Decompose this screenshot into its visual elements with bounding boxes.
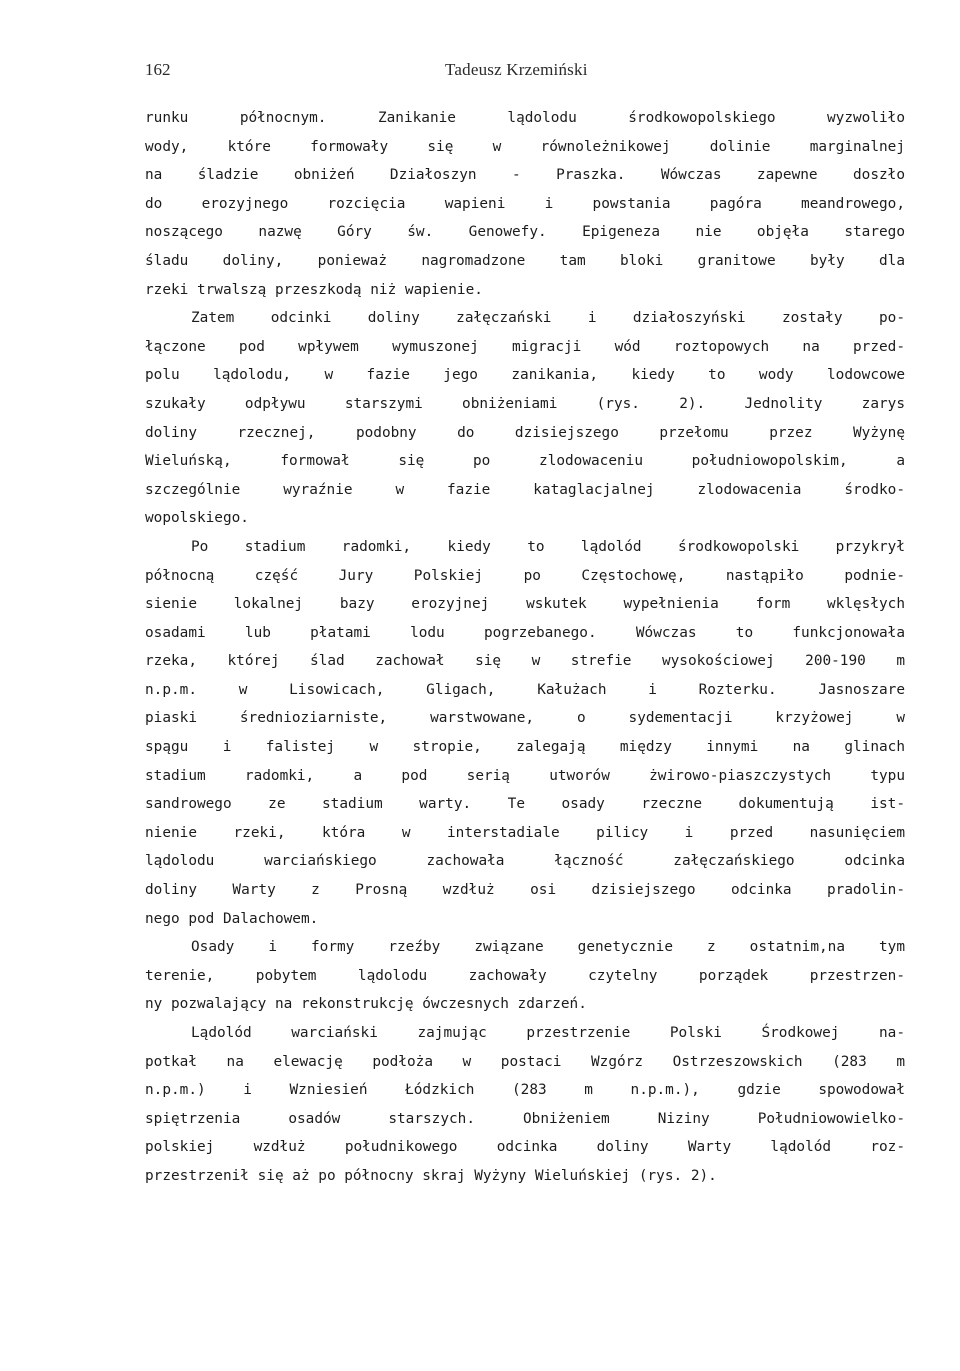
text-line: stadium radomki, a pod serią utworów żwirowo-piaszczystych typu (145, 767, 905, 784)
text-line: Wieluńską, formował się po zlodowaceniu południowopolskim, a (145, 453, 905, 470)
text-line: ny pozwalający na rekonstrukcję ówczesnych zdarzeń. (145, 996, 587, 1013)
text-line: doliny rzecznej, podobny do dzisiejszego przełomu przez Wyżynę (145, 424, 905, 441)
page-number: 162 (145, 60, 171, 79)
text-line: nienie rzeki, która w interstadiale pilicy i przed nasunięciem (145, 824, 905, 841)
text-line: rzeka, której ślad zachował się w strefie wysokościowej 200-190 m (145, 653, 905, 670)
text-line: wopolskiego. (145, 510, 249, 527)
text-line: n.p.m. w Lisowicach, Gligach, Kałużach i Rozterku. Jasnoszare (145, 681, 905, 698)
text-line: piaski średnioziarniste, warstwowane, o sydementacji krzyżowej w (145, 710, 905, 727)
running-head-author: Tadeusz Krzemiński (445, 60, 588, 79)
text-line: rzeki trwalszą przeszkodą niż wapienie. (145, 281, 483, 298)
text-line: Osady i formy rzeźby związane genetycznie z ostatnim,na tym (191, 939, 905, 956)
text-line: sienie lokalnej bazy erozyjnej wskutek wypełnienia form wklęsłych (145, 596, 905, 613)
page-header (145, 58, 905, 82)
text-line: osadami lub płatami lodu pogrzebanego. Wówczas to funkcjonowała (145, 624, 905, 641)
text-line: doliny Warty z Prosną wzdłuż osi dzisiejszego odcinka pradolin- (145, 882, 905, 899)
text-line: łączone pod wpływem wymuszonej migracji wód roztopowych na przed- (145, 338, 905, 355)
text-line: spągu i falistej w stropie, zalegają między innymi na glinach (145, 739, 905, 756)
text-line: nego pod Dalachowem. (145, 910, 319, 927)
text-line: runku północnym. Zanikanie lądolodu środkowopolskiego wyzwoliło (145, 110, 905, 126)
text-line: północną część Jury Polskiej po Częstochowę, nastąpiło podnie- (145, 567, 905, 584)
text-line: terenie, pobytem lądolodu zachowały czytelny porządek przestrzen- (145, 967, 905, 984)
text-line: n.p.m.) i Wzniesień Łódzkich (283 m n.p.m.), gdzie spowodował (145, 1082, 905, 1099)
text-line: przestrzenił się aż po północny skraj Wyżyny Wieluńskiej (rys. 2). (145, 1167, 717, 1184)
text-line: polskiej wzdłuż południkowego odcinka doliny Warty lądolód roz- (145, 1139, 905, 1156)
text-line: wody, które formowały się w równoleżnikowej dolinie marginalnej (145, 138, 905, 155)
text-line: sandrowego ze stadium warty. Te osady rzeczne dokumentują ist- (145, 796, 905, 813)
text-line: do erozyjnego rozcięcia wapieni i powstania pagóra meandrowego, (145, 195, 905, 212)
text-line: lądolodu warciańskiego zachowała łączność załęczańskiego odcinka (145, 853, 905, 870)
text-line: polu lądolodu, w fazie jego zanikania, kiedy to wody lodowcowe (145, 367, 905, 384)
text-line: noszącego nazwę Góry św. Genowefy. Epigeneza nie objęła starego (145, 224, 905, 241)
text-line: Lądolód warciański zajmując przestrzenie Polski Środkowej na- (191, 1025, 905, 1041)
text-line: Zatem odcinki doliny załęczański i działoszyński zostały po- (191, 310, 905, 327)
text-line: szukały odpływu starszymi obniżeniami (rys. 2). Jednolity zarys (145, 395, 905, 412)
text-line: Po stadium radomki, kiedy to lądolód środkowopolski przykrył (191, 538, 905, 555)
text-line: śladu doliny, ponieważ nagromadzone tam bloki granitowe były dla (145, 252, 905, 269)
body-text (145, 104, 905, 1191)
text-line: szczególnie wyraźnie w fazie kataglacjalnej zlodowacenia środko- (145, 481, 905, 498)
text-line: spiętrzenia osadów starszych. Obniżeniem Niziny Południowowielko- (145, 1110, 905, 1127)
text-line: potkał na elewację podłoża w postaci Wzgórz Ostrzeszowskich (283 m (145, 1053, 905, 1070)
text-line: na śladzie obniżeń Działoszyn - Praszka. Wówczas zapewne doszło (145, 167, 905, 184)
